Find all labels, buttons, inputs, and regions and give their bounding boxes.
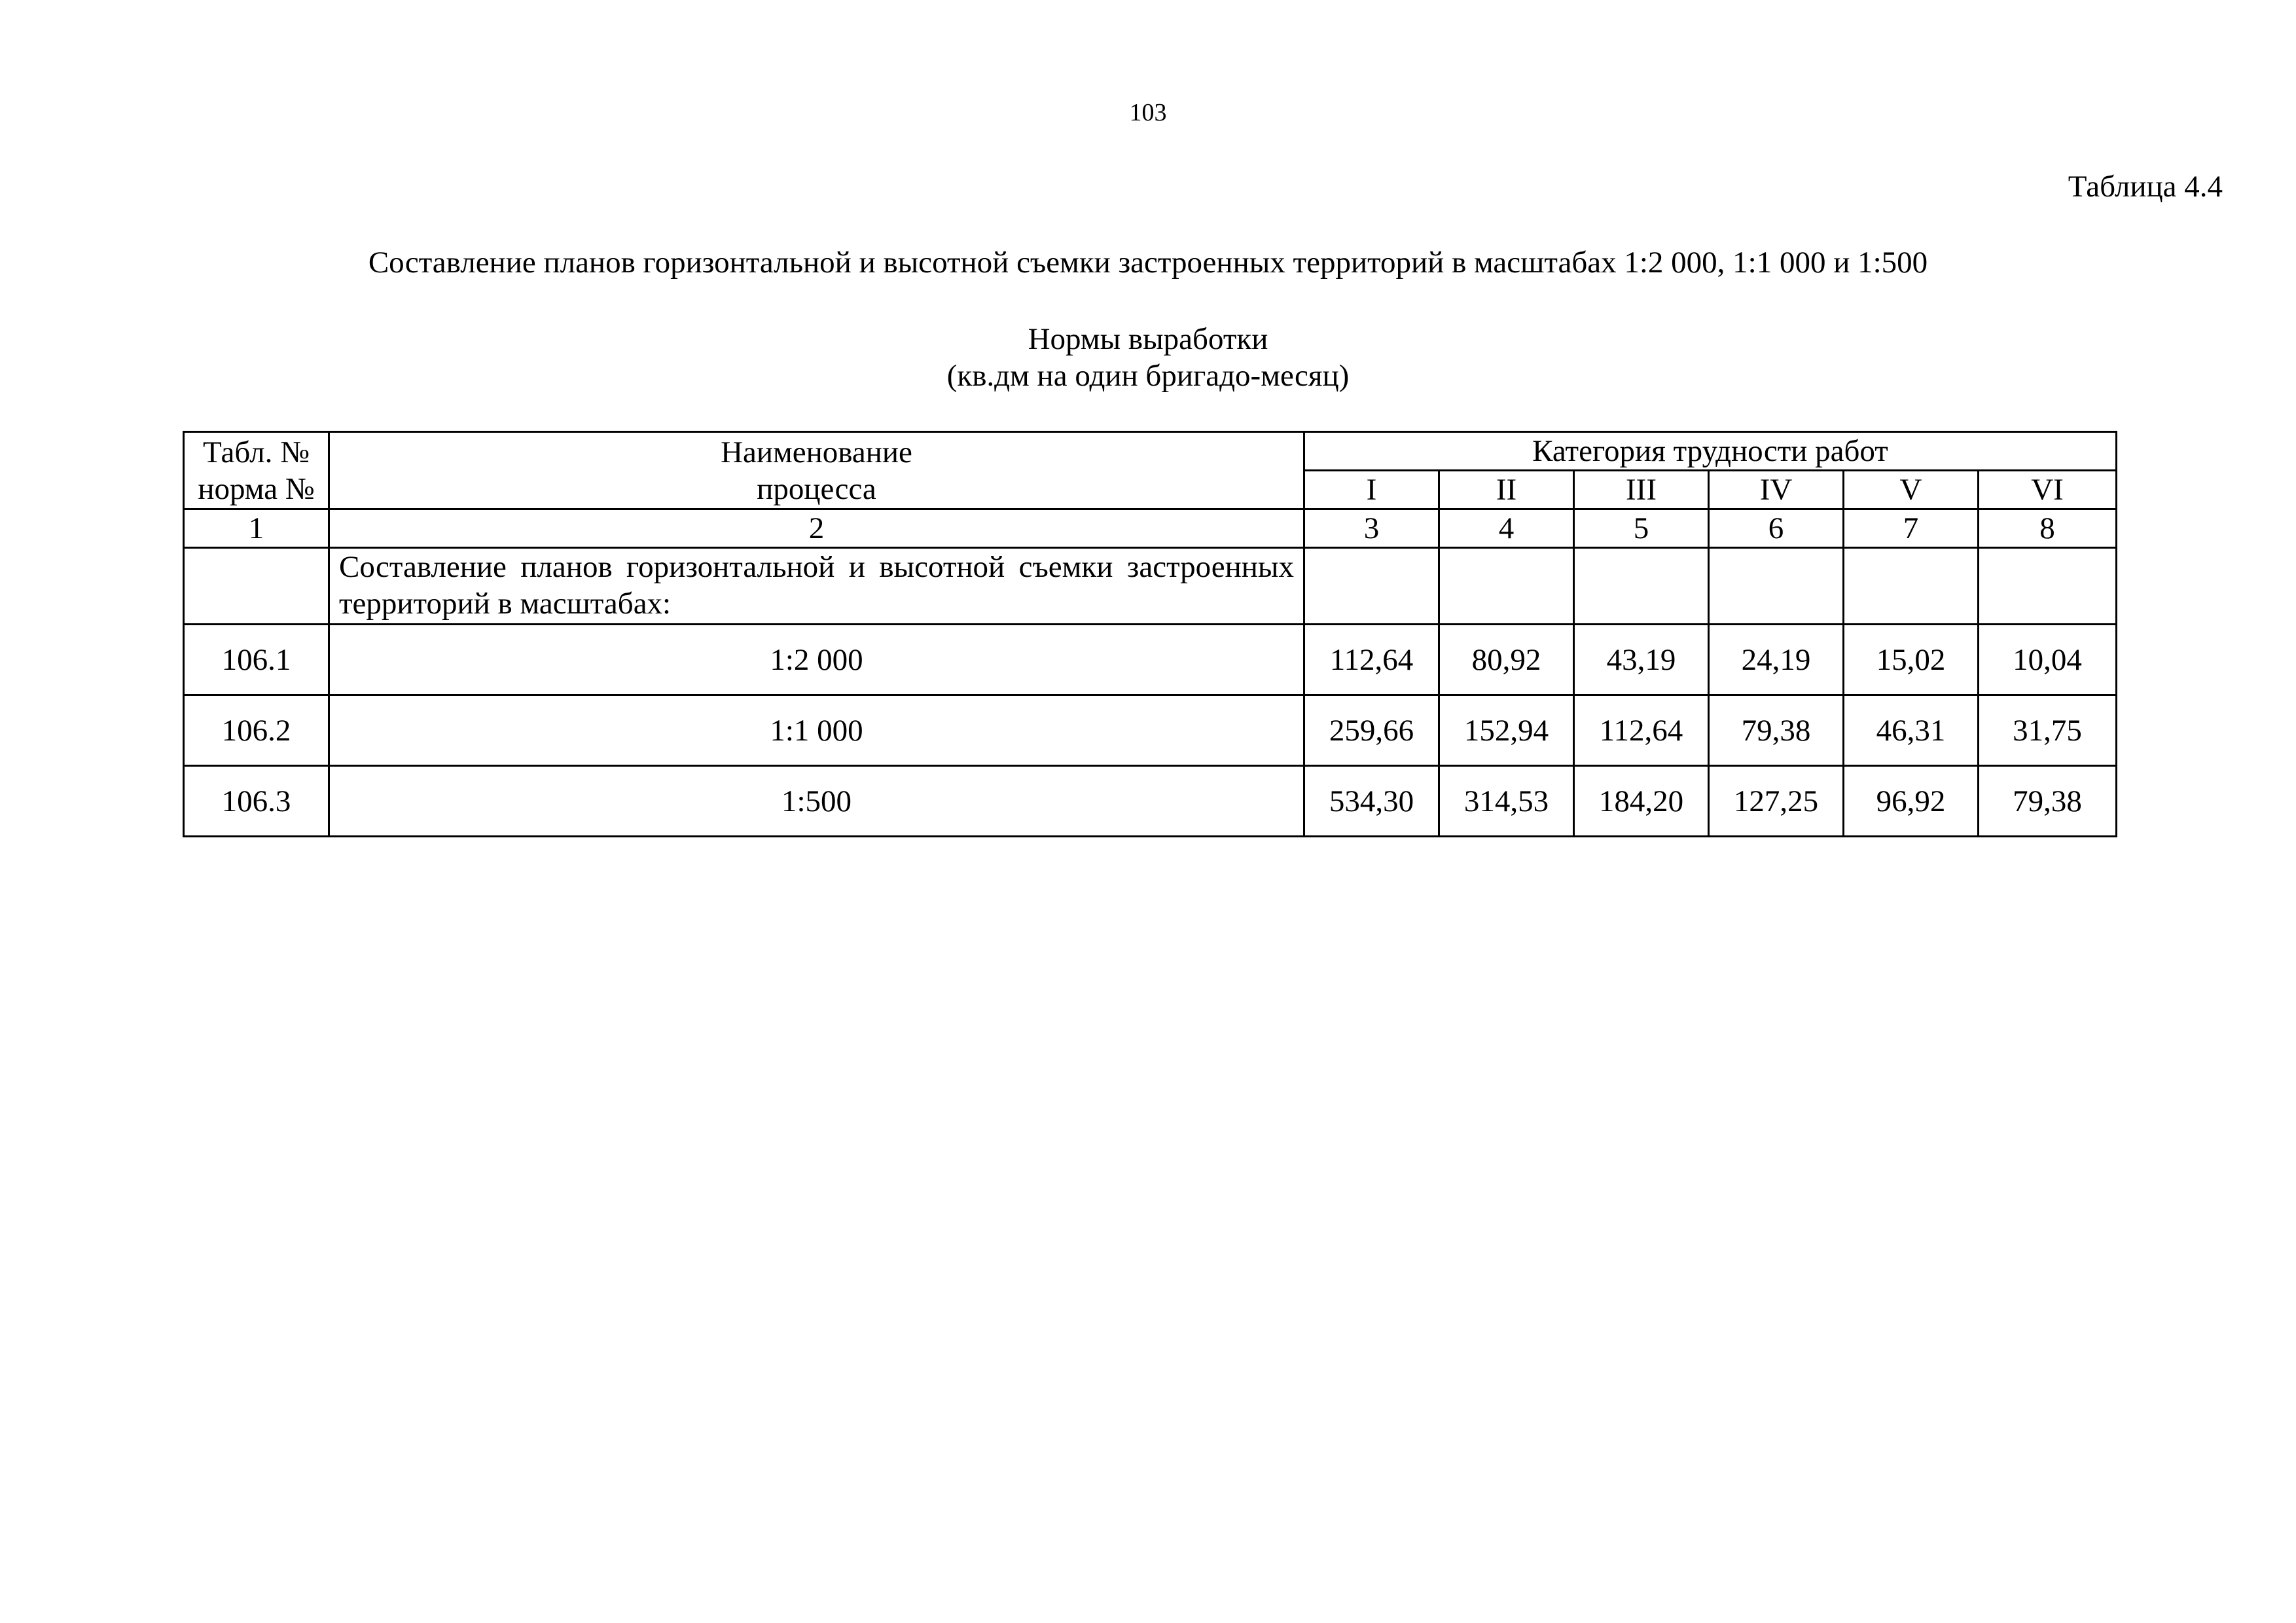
- value-cell: 184,20: [1574, 766, 1709, 837]
- table-row: [184, 766, 2117, 837]
- header-category: IV: [1709, 471, 1844, 509]
- table-row: [184, 695, 2117, 766]
- page-number: 103: [1129, 99, 1167, 126]
- table-cell: [1439, 548, 1574, 625]
- header-category: III: [1574, 471, 1709, 509]
- column-number: 2: [329, 509, 1304, 548]
- header-category: II: [1439, 471, 1574, 509]
- value-cell: 31,75: [1979, 695, 2117, 766]
- value-cell: 127,25: [1709, 766, 1844, 837]
- value-cell: 314,53: [1439, 766, 1574, 837]
- subtitle-units: (кв.дм на один бригадо-месяц): [946, 359, 1350, 393]
- norm-number-cell: 106.3: [184, 766, 329, 837]
- header-category-group: Категория трудности работ: [1304, 432, 2117, 471]
- document-title: Составление планов горизонтальной и высотной съемки застроенных территорий в масштабах 1:2 000, 1:1 000 и 1:500: [368, 246, 1928, 280]
- norm-number-cell: 106.1: [184, 625, 329, 695]
- column-number: 1: [184, 509, 329, 548]
- column-number: 8: [1979, 509, 2117, 548]
- column-number: 4: [1439, 509, 1574, 548]
- value-cell: 79,38: [1979, 766, 2117, 837]
- column-number: 5: [1574, 509, 1709, 548]
- table-label: Таблица 4.4: [2068, 170, 2223, 204]
- value-cell: 152,94: [1439, 695, 1574, 766]
- column-number: 6: [1709, 509, 1844, 548]
- header-category: I: [1304, 471, 1439, 509]
- table-cell: [1709, 548, 1844, 625]
- table-cell: [1574, 548, 1709, 625]
- header-label: Табл. №: [203, 435, 310, 469]
- column-number-row: [184, 509, 2117, 548]
- section-description: Составление планов горизонтальной и высотной съемки застроенных территорий в масштабах:: [329, 548, 1304, 625]
- table-cell: [1979, 548, 2117, 625]
- value-cell: 112,64: [1574, 695, 1709, 766]
- value-cell: 43,19: [1574, 625, 1709, 695]
- header-label: Наименование: [721, 435, 912, 469]
- header-category: VI: [1979, 471, 2117, 509]
- section-row: [184, 548, 2117, 625]
- value-cell: 80,92: [1439, 625, 1574, 695]
- header-label: процесса: [757, 471, 876, 506]
- table-cell: [1304, 548, 1439, 625]
- value-cell: 79,38: [1709, 695, 1844, 766]
- header-label: норма №: [198, 471, 315, 506]
- value-cell: 24,19: [1709, 625, 1844, 695]
- process-name-cell: 1:1 000: [329, 695, 1304, 766]
- norms-table: [183, 431, 2117, 837]
- header-category: V: [1844, 471, 1979, 509]
- header-process-name: [329, 432, 1304, 509]
- process-name-cell: 1:500: [329, 766, 1304, 837]
- value-cell: 15,02: [1844, 625, 1979, 695]
- table-header-row: [184, 432, 2117, 471]
- value-cell: 46,31: [1844, 695, 1979, 766]
- value-cell: 259,66: [1304, 695, 1439, 766]
- table-row: [184, 625, 2117, 695]
- value-cell: 96,92: [1844, 766, 1979, 837]
- column-number: 7: [1844, 509, 1979, 548]
- value-cell: 534,30: [1304, 766, 1439, 837]
- header-norm-number: [184, 432, 329, 509]
- table-cell: [184, 548, 329, 625]
- value-cell: 112,64: [1304, 625, 1439, 695]
- value-cell: 10,04: [1979, 625, 2117, 695]
- subtitle-line: Нормы выработки: [1028, 322, 1268, 356]
- column-number: 3: [1304, 509, 1439, 548]
- process-name-cell: 1:2 000: [329, 625, 1304, 695]
- table-cell: [1844, 548, 1979, 625]
- subtitle: [0, 321, 2296, 394]
- norm-number-cell: 106.2: [184, 695, 329, 766]
